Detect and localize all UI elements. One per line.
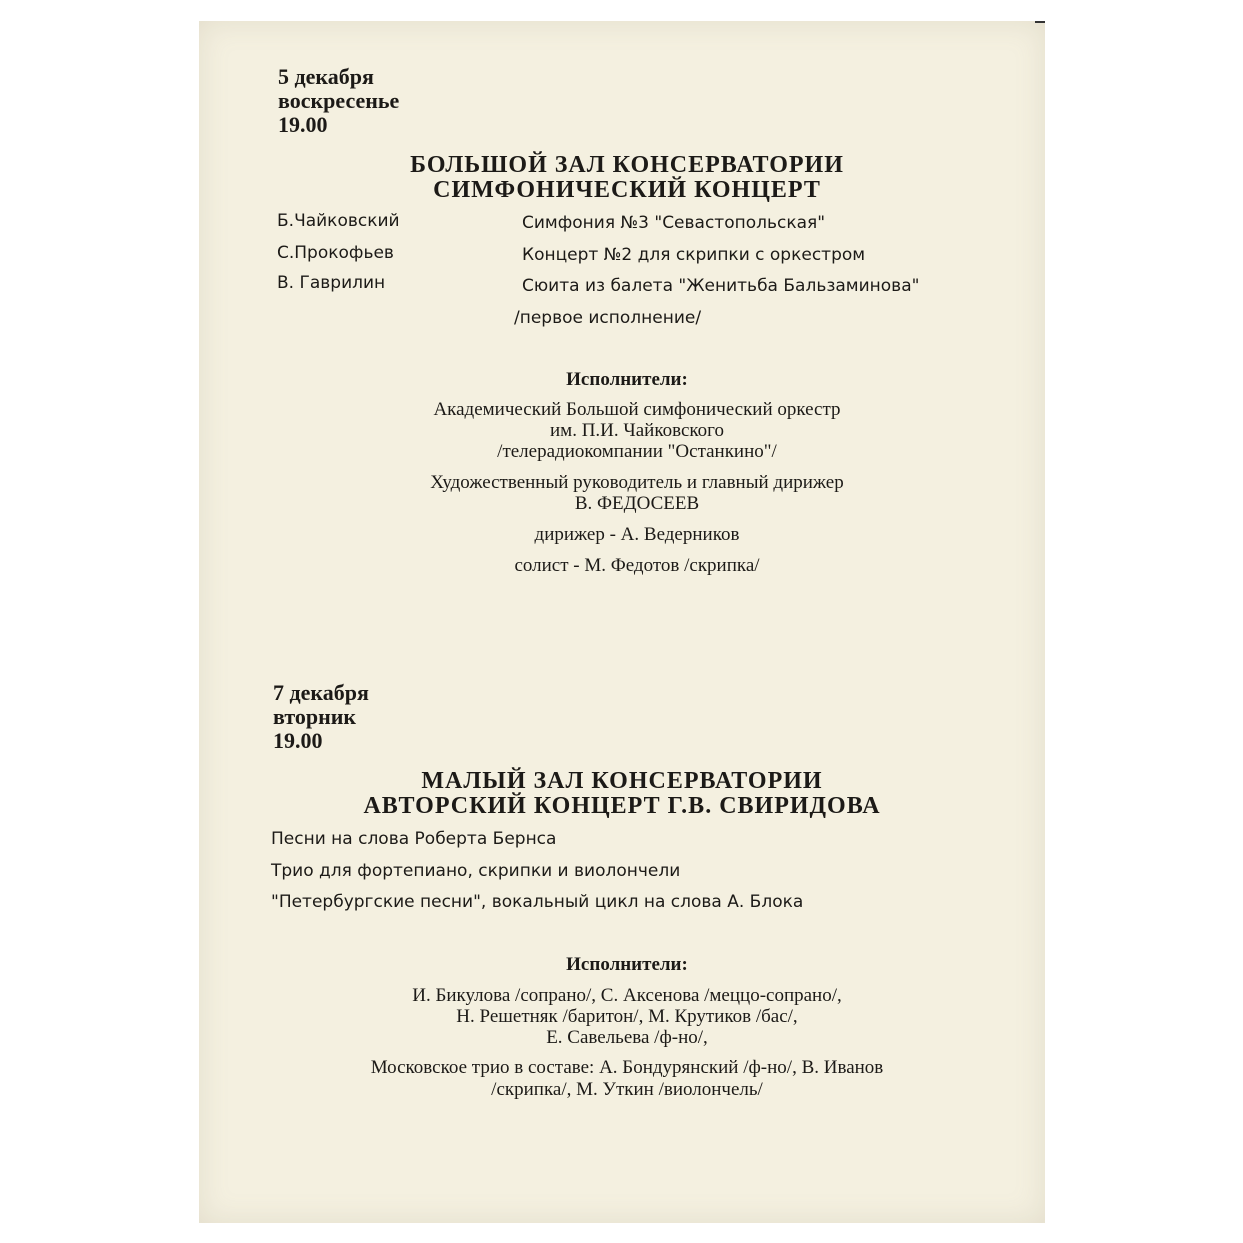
concert2-title: АВТОРСКИЙ КОНЦЕРТ Г.В. СВИРИДОВА	[363, 793, 881, 819]
concert1-work-1: Симфония №3 "Севастопольская"	[522, 213, 826, 233]
concert2-trio-line1: Московское трио в составе: А. Бондурянский /ф-но/, В. Иванов	[370, 1057, 884, 1078]
concert1-orchestra-line1: Академический Большой симфонический оркестр	[433, 399, 841, 420]
concert1-weekday: воскресенье	[278, 88, 400, 113]
concert2-hall: МАЛЫЙ ЗАЛ КОНСЕРВАТОРИИ	[421, 768, 823, 794]
concert1-premiere-note: /первое исполнение/	[514, 308, 702, 328]
concert1-composer-3: В. Гаврилин	[277, 273, 386, 293]
concert1-composer-2: С.Прокофьев	[277, 243, 394, 263]
concert2-work-2: Трио для фортепиано, скрипки и виолончели	[271, 861, 681, 881]
concert2-weekday: вторник	[273, 704, 357, 729]
concert2-singers-line2: Н. Решетняк /баритон/, М. Крутиков /бас/,	[456, 1006, 798, 1027]
concert1-performers-heading: Исполнители:	[566, 369, 688, 390]
concert1-director-line: Художественный руководитель и главный дирижер	[430, 472, 844, 493]
concert2-work-1: Песни на слова Роберта Бернса	[271, 829, 557, 849]
concert2-time: 19.00	[273, 728, 323, 753]
concert1-hall: БОЛЬШОЙ ЗАЛ КОНСЕРВАТОРИИ	[410, 152, 844, 178]
page-edge-line	[1035, 21, 1045, 23]
concert1-composer-1: Б.Чайковский	[277, 211, 400, 231]
concert1-director-name: В. ФЕДОСЕЕВ	[574, 493, 700, 514]
concert1-work-3: Сюита из балета "Женитьба Бальзаминова"	[522, 276, 920, 296]
program-page	[199, 21, 1045, 1223]
concert2-singers-line1: И. Бикулова /сопрано/, С. Аксенова /меццо-сопрано/,	[412, 985, 842, 1006]
concert1-work-2: Концерт №2 для скрипки с оркестром	[522, 245, 866, 265]
concert2-performers-heading: Исполнители:	[566, 954, 688, 975]
concert1-date: 5 декабря	[278, 64, 374, 89]
concert2-work-3: "Петербургские песни", вокальный цикл на слова А. Блока	[271, 892, 804, 912]
concert2-date: 7 декабря	[273, 680, 369, 705]
concert1-conductor: дирижер - А. Ведерников	[534, 524, 740, 545]
concert2-trio-line2: /скрипка/, М. Уткин /виолончель/	[491, 1079, 763, 1100]
concert1-orchestra-line2: им. П.И. Чайковского	[550, 420, 724, 441]
concert2-singers-line3: Е. Савельева /ф-но/,	[546, 1027, 708, 1048]
concert1-time: 19.00	[278, 112, 328, 137]
concert1-soloist: солист - М. Федотов /скрипка/	[514, 555, 760, 576]
concert1-orchestra-line3: /телерадиокомпании "Останкино"/	[497, 441, 777, 462]
concert1-title: СИМФОНИЧЕСКИЙ КОНЦЕРТ	[433, 177, 821, 203]
